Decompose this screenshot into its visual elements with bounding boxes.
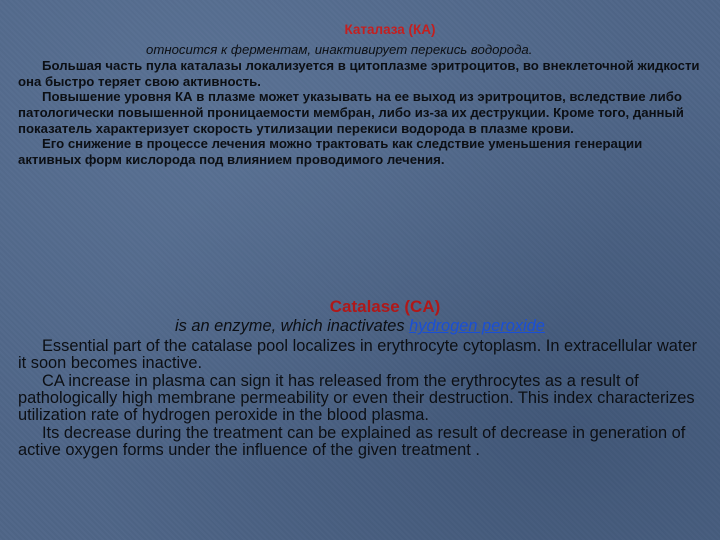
en-title: Catalase (CA) bbox=[329, 297, 441, 316]
english-section bbox=[18, 298, 702, 460]
ru-title: Каталаза (КА) bbox=[344, 22, 436, 37]
ru-paragraph-3: Его снижение в процессе лечения можно трактовать как следствие уменьшения генерации активных форм кислорода под влиянием проводимого лечения. bbox=[18, 136, 643, 167]
en-paragraph-3: Its decrease during the treatment can be explained as result of decrease in generation of active oxygen forms under the influence of the given treatment . bbox=[18, 423, 686, 460]
ru-subtitle: относится к ферментам, инактивирует перекись водорода. bbox=[146, 41, 533, 57]
en-subtitle-text: is an enzyme, which inactivates bbox=[175, 317, 410, 336]
ru-paragraph-1: Большая часть пула каталазы локализуется в цитоплазме эритроцитов, во внеклеточной жидкости она быстро теряет свою активность. bbox=[18, 58, 700, 89]
en-paragraph-1: Essential part of the catalase pool localizes in erythrocyte cytoplasm. In extracellular water it soon becomes inactive. bbox=[18, 336, 698, 373]
ru-paragraph-2: Повышение уровня КА в плазме может указывать на ее выход из эритроцитов, вследствие либо патологически повышенной проницаемости мембран, либо из-за их деструкции. Кроме того, данный показатель характеризует скорость утилизации перекиси водорода в плазме крови. bbox=[18, 89, 684, 136]
russian-section bbox=[18, 22, 702, 167]
en-subtitle bbox=[18, 318, 702, 335]
hydrogen-peroxide-link[interactable]: hydrogen peroxide bbox=[409, 317, 545, 336]
en-paragraph-2: CA increase in plasma can sign it has released from the erythrocytes as a result of pathologically high membrane permeability or even their destruction. This index characterizes utilization rate of hydrogen peroxide in the blood plasma. bbox=[18, 371, 695, 425]
